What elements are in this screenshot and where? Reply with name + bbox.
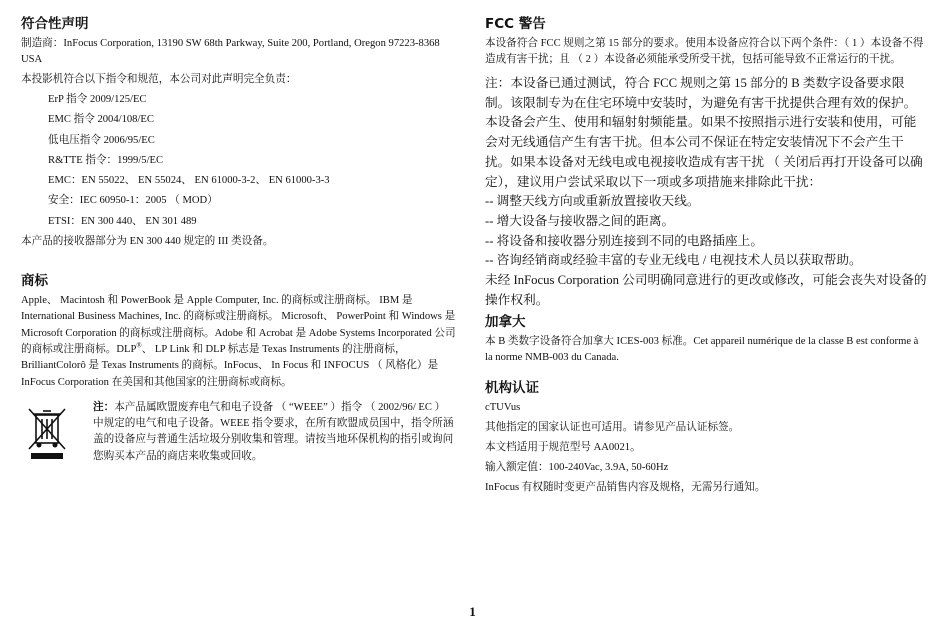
weee-notice	[21, 399, 461, 466]
left-column	[21, 14, 461, 466]
crossed-out-wheelie-bin-icon	[21, 399, 85, 466]
trademarks-text	[21, 293, 461, 391]
fcc-intro: 本设备符合 FCC 规则之第 15 部分的要求。使用本设备应符合以下两个条件：（ 1 ）本设备不得造成有害干扰；且 （ 2 ）本设备必须能承受所受干扰，包括可能导致不正常运行的干扰。	[485, 38, 924, 65]
directive-item: R&TTE 指令：1999/5/EC	[48, 154, 164, 166]
weee-note-text: 本产品属欧盟废弃电气和电子设备 （ “WEEE” ）指令 （ 2002/96/ EC ）中规定的电气和电子设备。WEEE 指令要求，在所有欧盟成员国中，指令所涵盖的设备应与普通生活垃圾分别收集和管理。请按当地环保机构的指引或询问您购买本产品的商店来收集或回收。	[93, 401, 454, 462]
manufacturer-text: 制造商：InFocus Corporation, 13190 SW 68th Parkway, Suite 200, Portland, Oregon 97223-8368 USA	[21, 38, 440, 65]
fcc-measures-list	[485, 192, 927, 271]
page-number: 1	[469, 604, 476, 619]
right-column	[485, 14, 927, 496]
rights-text: InFocus 有权随时变更产品销售内容及规格，无需另行通知。	[485, 482, 766, 494]
directive-item: EMC：EN 55022、 EN 55024、 EN 61000-3-2、 EN 61000-3-3	[48, 175, 330, 187]
model-text: 本文档适用于规范型号 AA0021。	[485, 442, 641, 454]
directive-list	[21, 90, 461, 232]
canada-heading: 加拿大	[485, 314, 526, 331]
trademarks-text-part2: 、 LP Link 和 DLP 标志是 Texas Instruments 的注册商标， BrilliantColorô 是 Texas Instruments 的商标。InFocus、 In Focus 和 INFOCUS （ 风格化）是 InFocus Corporation 在美国和其他国家的注册商标或商标。	[21, 343, 439, 388]
trademarks-heading: 商标	[21, 273, 48, 290]
fcc-measure-item: -- 将设备和接收器分别连接到不同的电路插座上。	[485, 233, 764, 248]
receiver-text: 本产品的接收器部分为 EN 300 440 规定的 III 类设备。	[21, 236, 274, 248]
trademarks-text-part1: Apple、 Macintosh 和 PowerBook 是 Apple Computer, Inc. 的商标或注册商标。 IBM 是 International Business Machines, Inc. 的商标或注册商标。 Microsoft、 PowerPoint 和 Windows 是 Microsoft Corporation 的商标或注册商标。Adobe 和 Acrobat 是 Adobe Systems Incorporated 公司的商标或注册商标。DLP	[21, 295, 456, 355]
fcc-measure-item: -- 调整天线方向或重新放置接收天线。	[485, 194, 700, 209]
approval-mark: cTUVus	[485, 402, 521, 414]
conformity-heading: 符合性声明	[21, 16, 89, 32]
input-rating: 输入额定值：100-240Vac, 3.9A, 50-60Hz	[485, 462, 669, 474]
fcc-note: 注：本设备已通过测试，符合 FCC 规则之第 15 部分的 B 类数字设备要求限制。该限制专为在住宅环境中安装时，为避免有害干扰提供合理有效的保护。本设备会产生、使用和辐射射频能量。如果不按照指示进行安装和使用，可能会对无线通信产生有害干扰。但本公司不保证在特定安装情况下不会产生干扰。如果本设备对无线电或电视接收造成有害干扰 （ 关闭后再打开设备可以确定），建议用户尝试采取以下一项或多项措施来排除此干扰：	[485, 76, 923, 189]
directive-item: 安全：IEC 60950-1：2005 （ MOD）	[48, 195, 218, 207]
weee-note-label: 注：	[93, 400, 115, 413]
fcc-measure-item: -- 咨询经销商或经验丰富的专业无线电 / 电视技术人员以获取帮助。	[485, 253, 862, 268]
approvals-heading: 机构认证	[485, 380, 539, 397]
fcc-warning: 未经 InFocus Corporation 公司明确同意进行的更改或修改，可能会丧失对设备的操作权利。	[485, 273, 927, 307]
directive-item: EMC 指令 2004/108/EC	[48, 114, 154, 126]
fcc-heading: FCC 警告	[485, 16, 546, 32]
directive-item: ETSI：EN 300 440、 EN 301 489	[48, 215, 197, 227]
conformity-intro: 本投影机符合以下指令和规范，本公司对此声明完全负责：	[21, 74, 297, 85]
approvals-other: 其他指定的国家认证也可适用。请参见产品认证标签。	[485, 422, 740, 434]
directive-item: ErP 指令 2009/125/EC	[48, 94, 147, 105]
canada-text: 本 B 类数字设备符合加拿大 ICES-003 标准。Cet appareil numérique de la classe B est conforme à la norme NMB-003 du Canada.	[485, 336, 919, 364]
directive-item: 低电压指令 2006/95/EC	[48, 134, 155, 146]
registered-mark: ®	[136, 341, 142, 350]
fcc-measure-item: -- 增大设备与接收器之间的距离。	[485, 213, 675, 228]
weee-text	[85, 399, 455, 466]
